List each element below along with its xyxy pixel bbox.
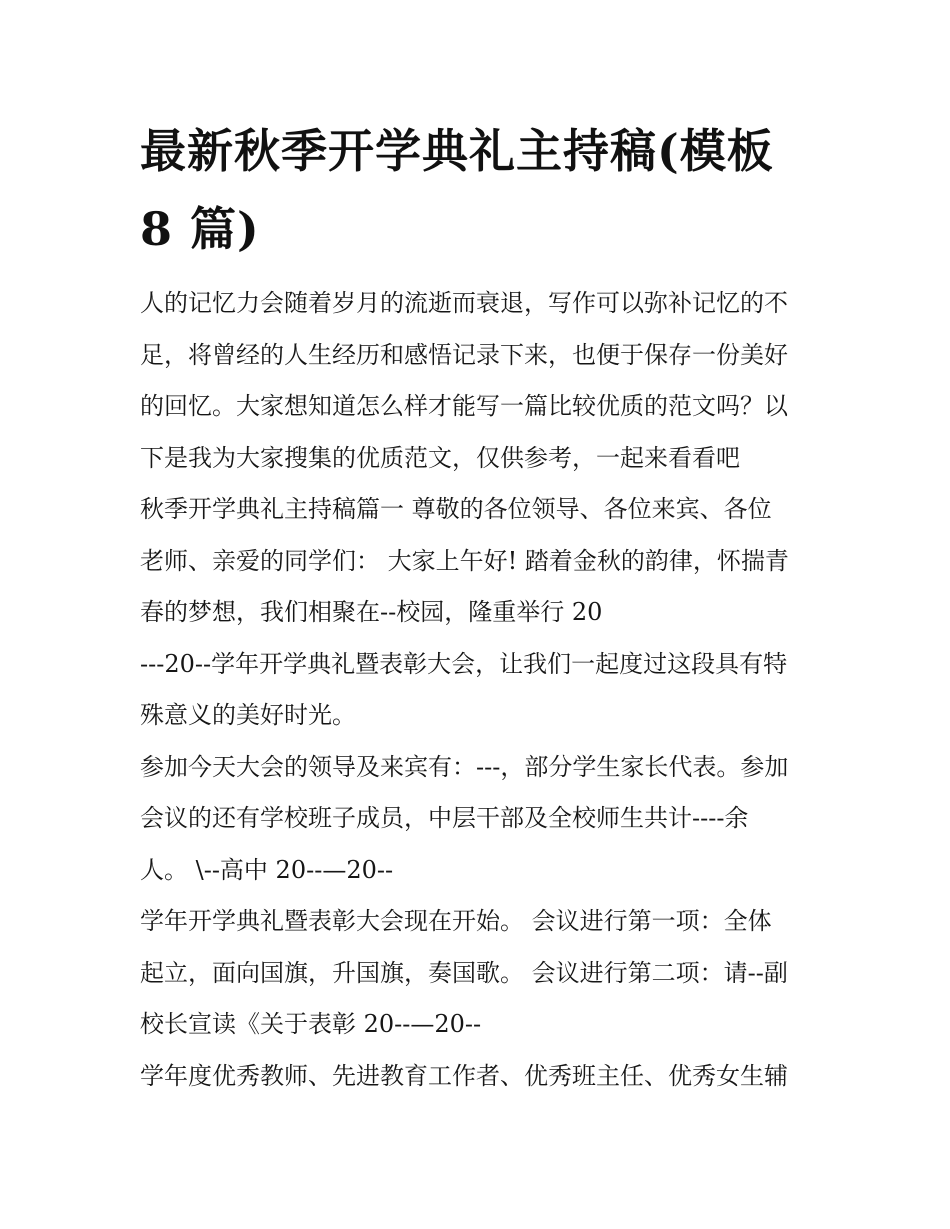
body-line-14: 起立，面向国旗，升国旗，奏国歌。 会议进行第二项：请--副 — [140, 958, 788, 987]
body-line-9: 殊意义的美好时光。 — [140, 701, 356, 729]
body-line-6: 老师、亲爱的同学们： 大家上午好! 踏着金秋的韵律，怀揣青 — [140, 546, 789, 575]
body-line-12: 人。 \--高中 20--—20-- — [140, 855, 394, 884]
body-line-10: 参加今天大会的领导及来宾有：---，部分学生家长代表。参加 — [140, 752, 789, 781]
document-title — [140, 112, 820, 268]
body-line-1: 人的记忆力会随着岁月的流逝而衰退，写作可以弥补记忆的不 — [140, 289, 788, 317]
body-line-15: 校长宣读《关于表彰 20--—20-- — [140, 1010, 482, 1038]
body-line-8: ---20--学年开学典礼暨表彰大会，让我们一起度过这段具有特 — [140, 649, 788, 678]
title-line-2: 8 篇) — [140, 202, 260, 256]
body-line-13: 学年开学典礼暨表彰大会现在开始。 会议进行第一项：全体 — [140, 907, 772, 935]
document-body — [140, 278, 830, 1102]
body-line-11: 会议的还有学校班子成员，中层干部及全校师生共计----余 — [140, 804, 749, 832]
body-line-5: 秋季开学典礼主持稿篇一 尊敬的各位领导、各位来宾、各位 — [140, 495, 772, 523]
body-line-16: 学年度优秀教师、先进教育工作者、优秀班主任、优秀女生辅 — [140, 1061, 788, 1090]
body-line-4: 下是我为大家搜集的优质范文，仅供参考，一起来看看吧 — [140, 443, 740, 472]
body-line-3: 的回忆。大家想知道怎么样才能写一篇比较优质的范文吗？以 — [140, 392, 788, 420]
title-line-1: 最新秋季开学典礼主持稿(模板 — [140, 124, 774, 178]
body-line-2: 足，将曾经的人生经历和感悟记录下来，也便于保存一份美好 — [140, 340, 788, 369]
body-line-7: 春的梦想，我们相聚在--校园，隆重举行 20 — [140, 598, 603, 626]
